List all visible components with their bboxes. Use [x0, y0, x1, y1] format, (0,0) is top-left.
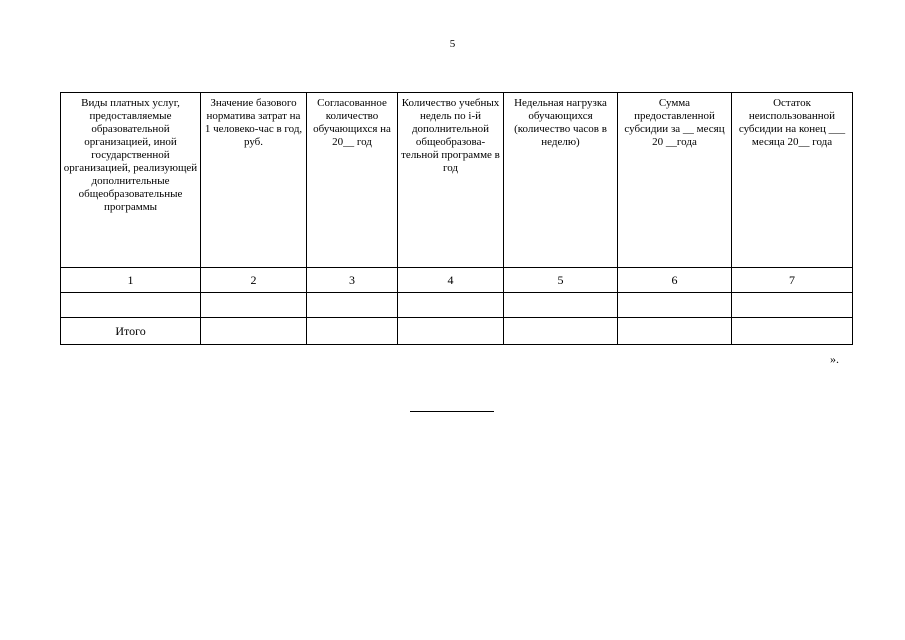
column-number-row — [61, 268, 853, 293]
table-cell — [307, 293, 398, 318]
column-number: 3 — [307, 268, 398, 293]
table-cell — [201, 318, 307, 345]
column-number: 2 — [201, 268, 307, 293]
table-cell — [732, 293, 853, 318]
table-cell — [618, 293, 732, 318]
column-number: 1 — [61, 268, 201, 293]
column-number: 5 — [504, 268, 618, 293]
table-cell — [398, 293, 504, 318]
table-cell — [201, 293, 307, 318]
header-cell-subsidy-sum: Сумма предоставленной субсидии за __ месяц 20 __года — [618, 93, 732, 268]
header-cell-students-count: Согласованное количество обучающихся на 20__ год — [307, 93, 398, 268]
total-label: Итого — [61, 318, 201, 345]
header-cell-base-norm: Значение базового норматива затрат на 1 человеко-час в год, руб. — [201, 93, 307, 268]
table-cell — [504, 318, 618, 345]
page-number: 5 — [449, 38, 456, 50]
table-header-row — [61, 93, 853, 268]
column-number: 7 — [732, 268, 853, 293]
column-number: 6 — [618, 268, 732, 293]
subsidy-report-table — [60, 92, 853, 345]
header-cell-weekly-load: Недельная нагрузка обучающихся (количество часов в неделю) — [504, 93, 618, 268]
table-cell — [732, 318, 853, 345]
table-cell — [398, 318, 504, 345]
table-cell — [61, 293, 201, 318]
column-number: 4 — [398, 268, 504, 293]
table-cell — [618, 318, 732, 345]
table-cell — [504, 293, 618, 318]
header-cell-subsidy-remainder: Остаток неиспользованной субсидии на конец ___ месяца 20__ года — [732, 93, 853, 268]
closing-quote-mark: ». — [830, 352, 839, 366]
total-row — [61, 318, 853, 345]
header-cell-service-types: Виды платных услуг, предоставляемые образовательной организацией, иной государственной организацией, реализующей дополнительные общеобразовательные программы — [61, 93, 201, 268]
table-cell — [307, 318, 398, 345]
header-cell-weeks-count: Количество учебных недель по i-й дополнительной общеобразова-тельной программе в год — [398, 93, 504, 268]
table-row — [61, 293, 853, 318]
separator-line — [410, 411, 494, 412]
